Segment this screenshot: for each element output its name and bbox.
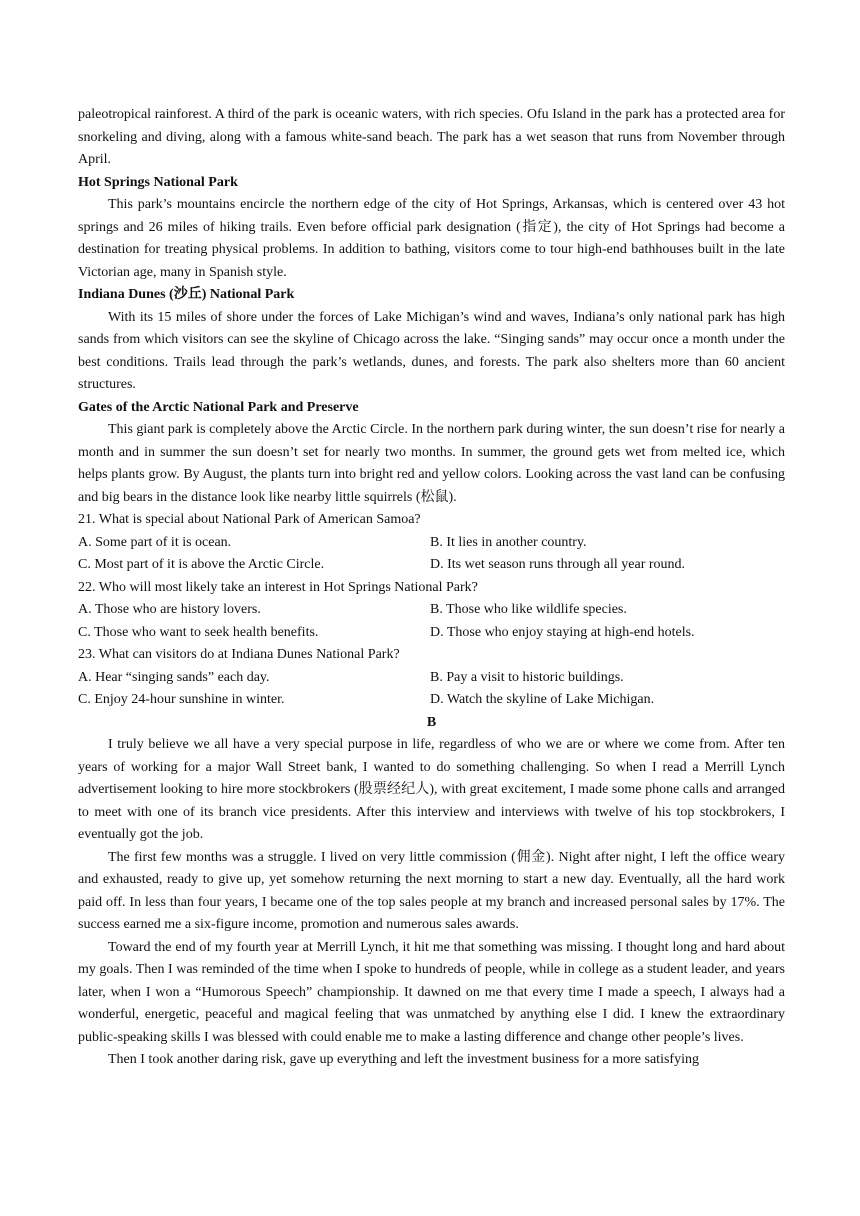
document-page bbox=[78, 104, 785, 1072]
option-a: A. Hear “singing sands” each day. bbox=[78, 669, 270, 685]
question-options bbox=[78, 532, 785, 577]
section-b-paragraph: Then I took another daring risk, gave up everything and left the investment business for a more satisfying bbox=[108, 1052, 699, 1067]
option-b: B. Pay a visit to historic buildings. bbox=[430, 669, 624, 685]
park-text-hot-springs: This park’s mountains encircle the northern edge of the city of Hot Springs, Arkansas, which is centered over 43 hot springs and 26 miles of hiking trails. Even before official park designation (指定), the city of Hot Springs had become a destination for treating physical problems. In addition to bathing, visitors come to tour high-end bathhouses built in the late Victorian age, many in Spanish style. bbox=[78, 197, 785, 280]
section-b-paragraph: The first few months was a struggle. I lived on very little commission (佣金). Night after night, I left the office weary and exhausted, ready to give up, yet somehow returning the next morning to start a new day. Eventually, all the hard work paid off. In less than four years, I became one of the top sales people at my branch and increased personal sales by 17%. The success earned me a six-figure income, promotion and numerous sales awards. bbox=[78, 849, 785, 932]
option-c: C. Most part of it is above the Arctic Circle. bbox=[78, 557, 325, 572]
question-options bbox=[78, 667, 785, 712]
intro-paragraph: paleotropical rainforest. A third of the park is oceanic waters, with rich species. Ofu Island in the park has a protected area for snorkeling and diving, along with a famous white-sand beach. The park has a wet season that runs from November through April. bbox=[78, 107, 785, 167]
option-d: D. Watch the skyline of Lake Michigan. bbox=[430, 692, 655, 707]
section-b-label: B bbox=[426, 714, 437, 730]
section-b-paragraph: I truly believe we all have a very special purpose in life, regardless of who we are or where we come from. After ten years of working for a major Wall Street bank, I wanted to do something challenging. So when I read a Merrill Lynch advertisement looking to hire more stockbrokers (股票经纪人), with great excitement, I made some phone calls and arranged to meet with one of its branch vice presidents. After this interview and interviews with twelve of his top stockbrokers, I eventually got the job. bbox=[78, 737, 785, 842]
option-d: D. Its wet season runs through all year round. bbox=[430, 557, 686, 572]
park-text-gates-of-arctic: This giant park is completely above the Arctic Circle. In the northern park during winter, the sun doesn’t rise for nearly a month and in summer the sun doesn’t set for nearly two months. In summer, the ground gets wet from melted ice, which helps plants grow. By August, the plants turn into bright red and yellow colors. Looking across the vast land can be confusing and big bears in the distance look like nearby little squirrels (松鼠). bbox=[78, 422, 785, 505]
question-22 bbox=[78, 577, 785, 645]
question-stem: 22. Who will most likely take an interest in Hot Springs National Park? bbox=[78, 579, 478, 595]
question-21 bbox=[78, 509, 785, 577]
park-heading-gates-of-arctic: Gates of the Arctic National Park and Preserve bbox=[78, 399, 359, 415]
section-b-paragraph: Toward the end of my fourth year at Merrill Lynch, it hit me that something was missing. I thought long and hard about my goals. Then I was reminded of the time when I spoke to hundreds of people, while in college as a student leader, and years later, when I won a “Humorous Speech” championship. It dawned on me that every time I made a speech, I always had a wonderful, energetic, peaceful and magical feeling that was unmatched by anything else I did. I knew the extraordinary public-speaking skills I was blessed with could enable me to make a lasting difference and change other people’s lives. bbox=[78, 939, 785, 1045]
question-stem: 21. What is special about National Park of American Samoa? bbox=[78, 512, 421, 527]
option-c: C. Those who want to seek health benefits. bbox=[78, 624, 319, 640]
option-b: B. Those who like wildlife species. bbox=[430, 602, 627, 617]
option-d: D. Those who enjoy staying at high-end hotels. bbox=[430, 624, 695, 640]
question-stem: 23. What can visitors do at Indiana Dunes National Park? bbox=[78, 647, 400, 662]
option-a: A. Those who are history lovers. bbox=[78, 602, 261, 617]
option-c: C. Enjoy 24-hour sunshine in winter. bbox=[78, 692, 285, 707]
question-options bbox=[78, 599, 785, 644]
option-a: A. Some part of it is ocean. bbox=[78, 534, 232, 550]
park-text-indiana-dunes: With its 15 miles of shore under the forces of Lake Michigan’s wind and waves, Indiana’s only national park has high sands from which visitors can see the skyline of Chicago across the lake. “Singing sands” may occur once a month under the best conditions. Trails lead through the park’s wetlands, dunes, and forests. The park also shelters more than 60 ancient structures. bbox=[78, 309, 785, 392]
park-heading-hot-springs: Hot Springs National Park bbox=[78, 174, 238, 190]
option-b: B. It lies in another country. bbox=[430, 534, 587, 550]
question-23 bbox=[78, 644, 785, 712]
park-heading-indiana-dunes: Indiana Dunes (沙丘) National Park bbox=[78, 287, 295, 302]
